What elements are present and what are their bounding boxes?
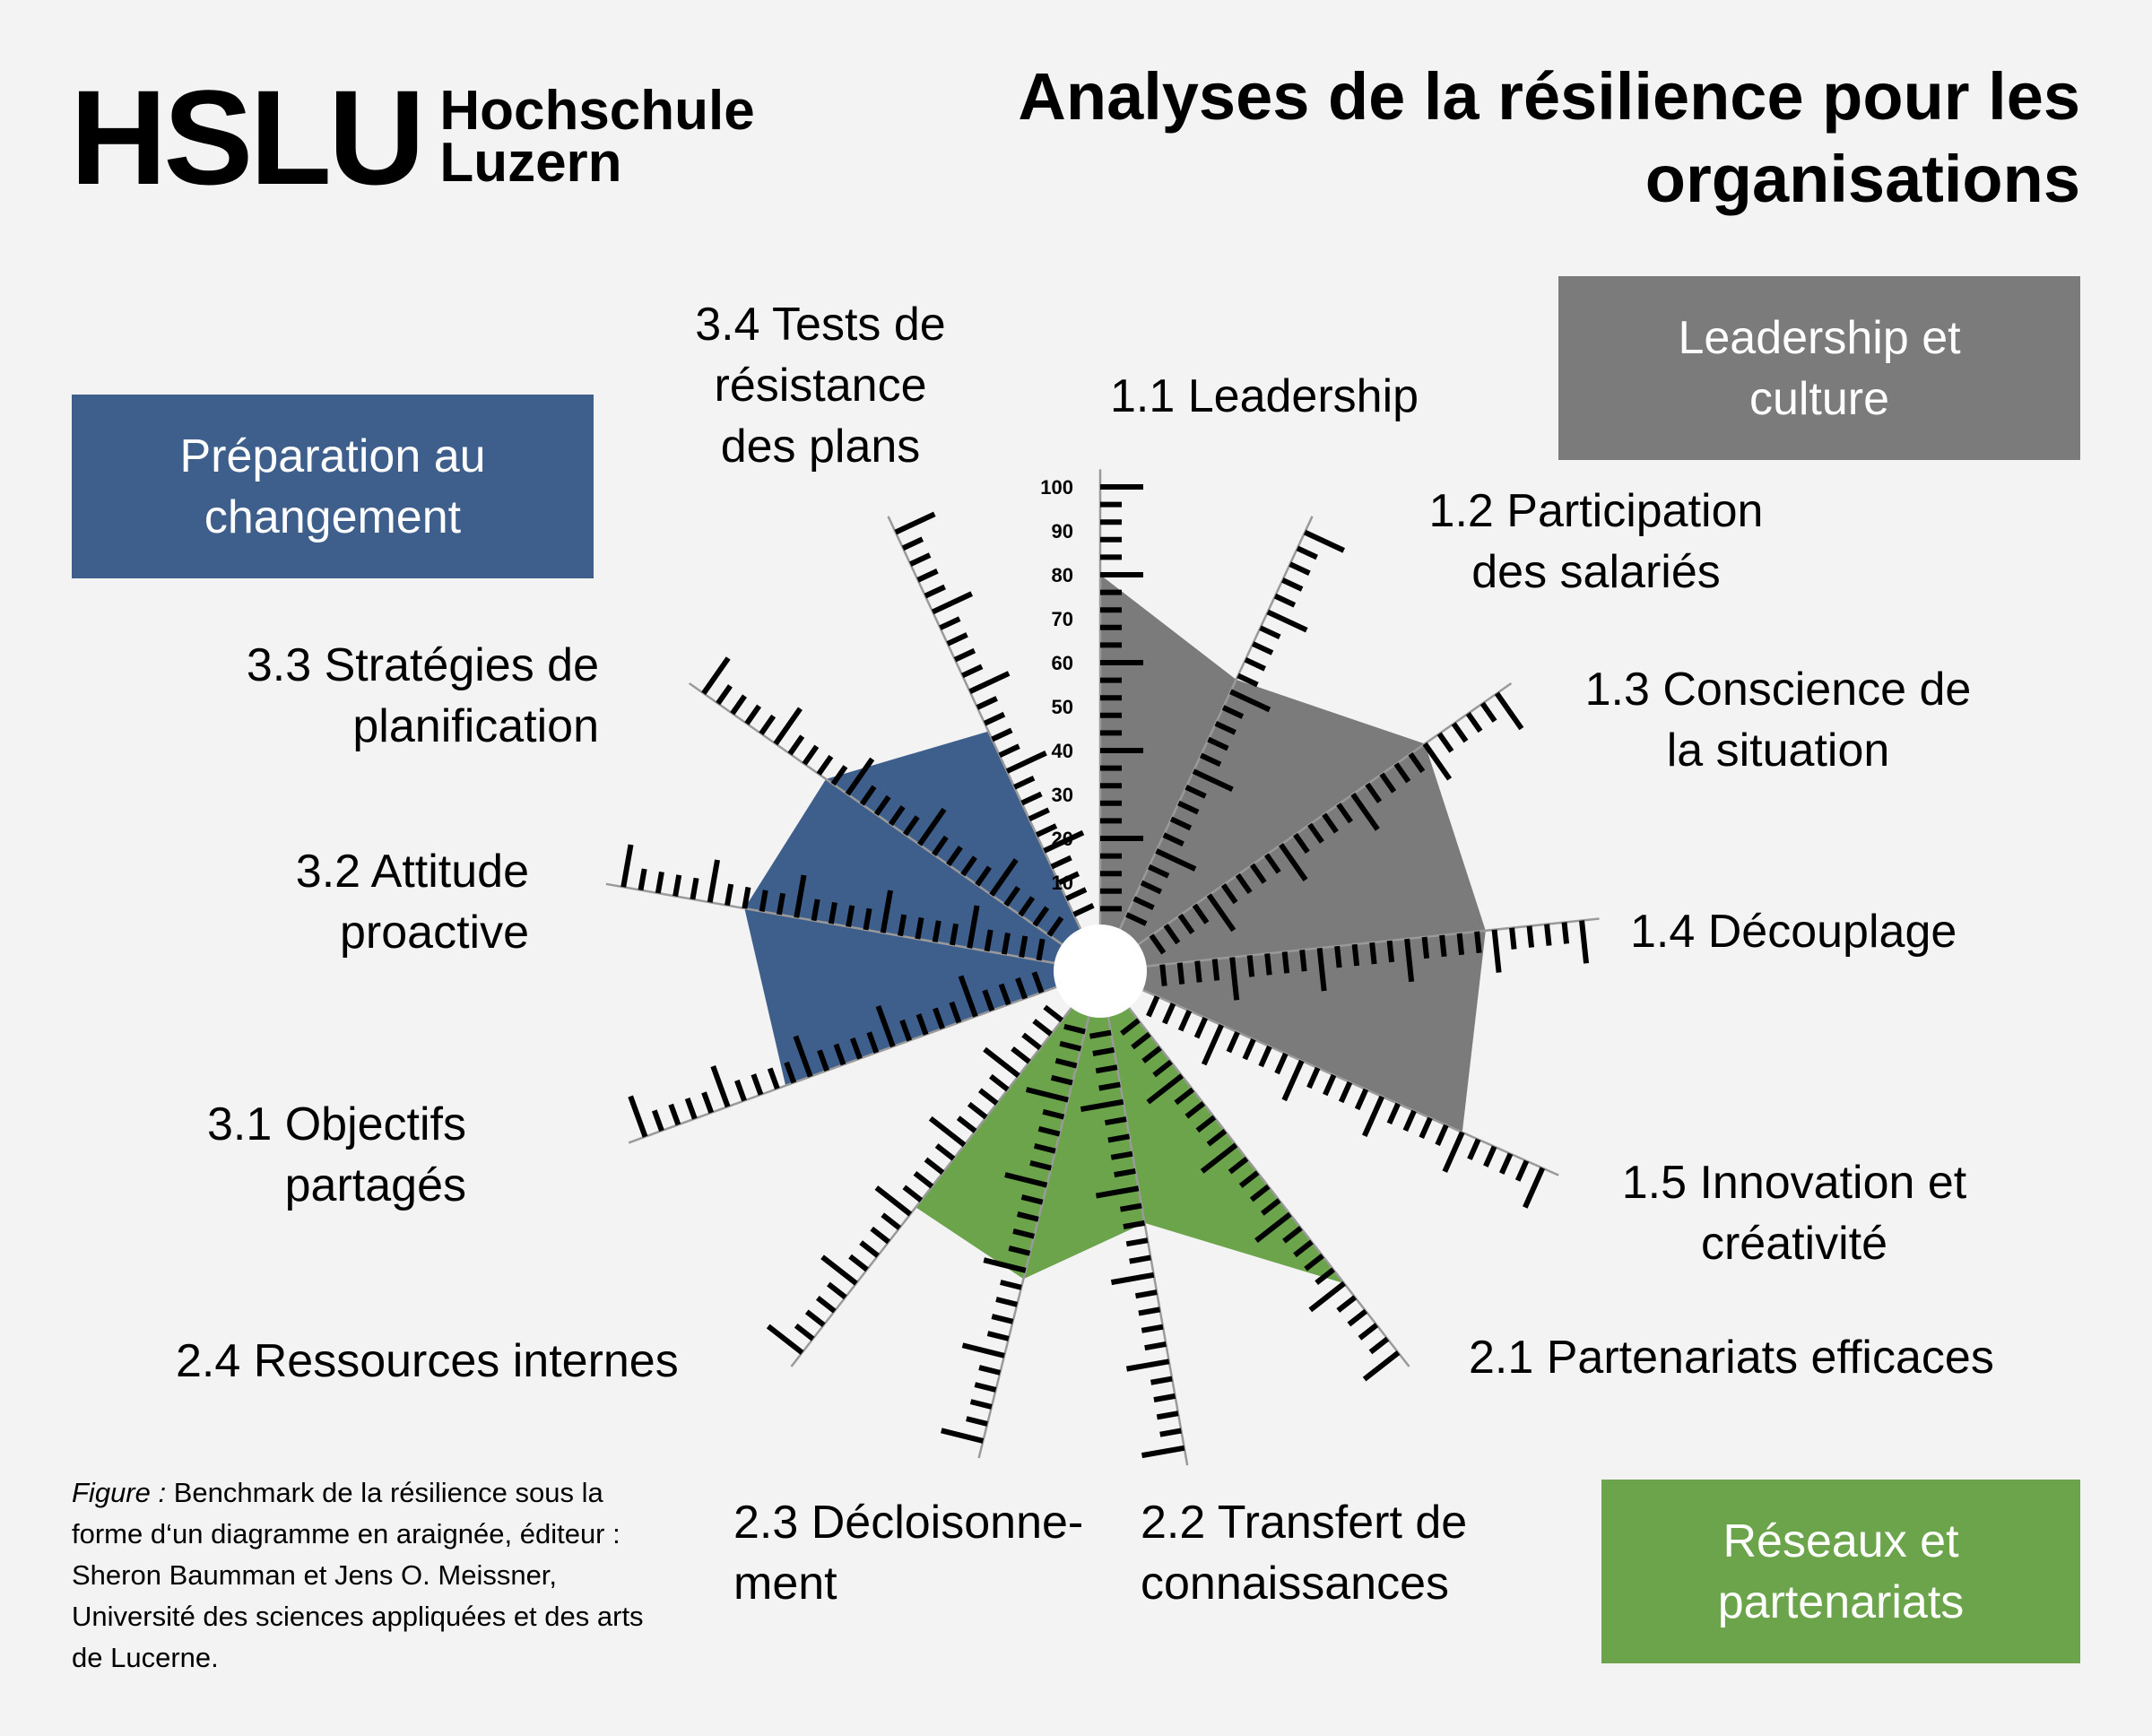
axis-tick	[991, 1076, 1008, 1089]
axis-tick	[1074, 906, 1094, 915]
axis-tick	[1445, 1133, 1462, 1172]
axis-tick	[1502, 1154, 1511, 1174]
axis-tick	[959, 1118, 976, 1132]
axis-tick	[1355, 944, 1358, 966]
axis-tick	[1126, 1240, 1148, 1244]
axis-tick	[1290, 564, 1310, 573]
axis-tick	[1261, 628, 1280, 637]
axis-tick	[1021, 936, 1025, 958]
axis-tick	[933, 594, 972, 612]
axis-tick	[1105, 1119, 1126, 1123]
axis-tick	[918, 571, 938, 580]
axis-tick	[747, 706, 759, 724]
axis-tick	[1477, 932, 1480, 953]
axis-tick	[1518, 1161, 1527, 1181]
axis-tick	[658, 872, 662, 893]
axis-tick	[688, 1098, 695, 1119]
axis-tick	[1124, 1223, 1145, 1227]
axis-tick	[1460, 933, 1462, 955]
axis-tick	[1215, 959, 1218, 981]
axis-tick	[1111, 1154, 1132, 1158]
axis-tick	[744, 887, 748, 908]
axis-tick	[940, 619, 959, 628]
axis-tick	[925, 587, 945, 596]
axis-tick	[630, 1097, 645, 1137]
axis-label-2: 1.2 Participation des salariés	[1428, 485, 1764, 598]
axis-tick	[1111, 1275, 1153, 1282]
axis-tick	[848, 906, 852, 927]
axis-tick	[1197, 961, 1200, 983]
axis-tick	[1495, 930, 1499, 973]
axis-tick	[1029, 810, 1049, 819]
axis-tick	[1253, 644, 1272, 653]
axis-label-5: 1.5 Innovation et créativité	[1621, 1157, 1967, 1270]
axis-tick	[804, 746, 817, 764]
axis-label-10: 3.1 Objectifs partagés	[206, 1098, 466, 1211]
axis-tick	[1486, 1147, 1495, 1167]
caption-prefix: Figure :	[72, 1477, 167, 1508]
axis-tick	[903, 539, 923, 548]
axis-label-7: 2.2 Transfert de connaissances	[1141, 1497, 1468, 1610]
axis-label-12: 3.3 Stratégies de planification	[246, 639, 599, 752]
axis-tick	[872, 1228, 889, 1242]
axis-tick	[962, 1345, 1004, 1356]
axis-tick	[987, 930, 991, 951]
axis-tick	[1425, 937, 1427, 959]
axis-tick	[704, 658, 729, 693]
axis-tick	[807, 1312, 824, 1325]
axis-tick	[1305, 533, 1344, 551]
axis-tick	[1565, 923, 1567, 944]
axis-tick	[655, 1110, 662, 1131]
axis-tick	[762, 890, 766, 912]
figure-caption	[72, 1472, 664, 1679]
axis-tick	[1468, 714, 1480, 732]
axis-tick	[1197, 1018, 1206, 1037]
axis-tick	[1358, 1089, 1367, 1109]
axis-label-6: 2.1 Partenariats efficaces	[1469, 1332, 1994, 1384]
axis-tick	[1151, 1379, 1173, 1383]
axis-tick	[992, 1316, 1012, 1322]
axis-tick	[882, 1215, 899, 1228]
axis-tick	[980, 1090, 997, 1104]
axis-label-11: 3.2 Attitude proactive	[295, 846, 529, 959]
axis-tick	[1365, 1353, 1399, 1380]
r-tick-label: 50	[1051, 696, 1073, 718]
axis-tick	[969, 1104, 986, 1117]
axis-tick	[1482, 704, 1495, 722]
axis-tick	[1470, 1140, 1479, 1159]
axis-tick	[876, 1188, 910, 1215]
axis-tick	[1389, 1104, 1398, 1124]
axis-label-1: 1.1 Leadership	[1110, 370, 1419, 422]
axis-tick	[1277, 1054, 1286, 1073]
category-label-leadership: Leadership et culture	[1678, 311, 1961, 425]
axis-tick	[1442, 935, 1445, 957]
r-tick-label: 10	[1051, 872, 1073, 894]
axis-tick	[1372, 942, 1375, 964]
axis-tick	[975, 1384, 995, 1390]
r-tick-label: 30	[1051, 784, 1073, 806]
r-tick-label: 80	[1051, 564, 1073, 586]
category-label-preparation: Préparation au changement	[179, 430, 486, 543]
axis-tick	[768, 1326, 803, 1353]
axis-tick	[962, 666, 982, 675]
axis-tick	[985, 715, 1004, 724]
axis-tick	[941, 1430, 984, 1441]
axis-tick	[865, 908, 869, 930]
axis-label-8: 2.3 Décloisonne-ment	[733, 1497, 1084, 1610]
axis-tick	[1126, 1361, 1168, 1368]
axis-tick	[1096, 1067, 1117, 1071]
axis-tick	[1022, 794, 1042, 803]
axis-label-4: 1.4 Découplage	[1630, 906, 1957, 958]
r-tick-label: 60	[1051, 652, 1073, 674]
axis-tick	[1180, 963, 1183, 985]
axis-tick	[1012, 1048, 1029, 1062]
axis-tick	[829, 1284, 846, 1298]
axis-tick	[1439, 733, 1452, 751]
axis-tick	[850, 1256, 867, 1270]
r-tick-label: 20	[1051, 828, 1073, 850]
axis-tick	[1120, 1206, 1141, 1210]
axis-tick	[1115, 1171, 1136, 1175]
axis-tick	[1453, 724, 1466, 742]
center-hole	[1054, 924, 1147, 1018]
axis-tick	[861, 1243, 878, 1256]
axis-tick	[675, 875, 679, 897]
axis-tick	[1108, 1136, 1130, 1140]
axis-tick	[1007, 753, 1046, 771]
axis-tick	[952, 924, 956, 945]
axis-tick	[770, 1069, 777, 1089]
axis-tick	[733, 696, 745, 714]
axis-tick	[915, 1173, 932, 1186]
axis-tick	[926, 1159, 943, 1173]
axis-tick	[992, 730, 1011, 739]
axis-tick	[1365, 1097, 1383, 1136]
axis-tick	[1139, 1309, 1160, 1313]
axis-tick	[937, 1146, 954, 1159]
page-title: Analyses de la résilience pour les organisations	[1018, 59, 2080, 216]
axis-tick	[713, 1066, 727, 1107]
axis-tick	[1093, 1050, 1115, 1054]
axis-tick	[710, 860, 717, 902]
axis-tick	[1004, 933, 1008, 954]
axis-tick	[1310, 1283, 1344, 1310]
axis-tick	[623, 845, 630, 887]
axis-tick	[1405, 1111, 1414, 1131]
axis-tick	[904, 1187, 921, 1201]
axis-tick	[1023, 1035, 1040, 1048]
axis-tick	[1437, 1125, 1446, 1145]
axis-label-3: 1.3 Conscience de la situation	[1584, 664, 1972, 777]
axis-tick	[1512, 928, 1514, 950]
axis-tick	[1582, 921, 1586, 964]
axis-label-13: 3.4 Tests de résistance des plans	[695, 299, 946, 473]
axis-tick	[1130, 1257, 1151, 1261]
r-tick-label: 70	[1051, 608, 1073, 630]
axis-tick	[727, 884, 731, 906]
axis-tick	[814, 899, 818, 921]
axis-tick	[1267, 953, 1270, 975]
axis-tick	[910, 555, 930, 564]
axis-tick	[917, 917, 921, 939]
axis-tick	[1245, 660, 1265, 669]
axis-tick	[1525, 1168, 1543, 1208]
axis-tick	[1181, 1011, 1190, 1030]
axis-tick	[1204, 1025, 1222, 1064]
axis-tick	[1282, 580, 1302, 589]
axis-tick	[988, 1333, 1009, 1339]
axis-tick	[1149, 996, 1158, 1016]
axis-tick	[1337, 946, 1340, 968]
logo-mark: HSLU	[70, 62, 422, 213]
axis-tick	[1145, 1344, 1167, 1348]
axis-tick	[1325, 1075, 1334, 1095]
axis-tick	[1045, 1007, 1062, 1020]
axis-tick	[1302, 950, 1305, 971]
axis-tick	[1228, 1032, 1237, 1052]
axis-tick	[1099, 1084, 1121, 1088]
axis-tick	[1038, 939, 1042, 960]
axis-tick	[1421, 1118, 1430, 1138]
axis-tick	[1136, 1292, 1158, 1296]
axis-tick	[704, 1092, 711, 1113]
axis-tick	[1141, 1448, 1184, 1455]
axis-tick	[985, 1049, 1019, 1076]
caption-text: Benchmark de la résilience sous la forme d‘un diagramme en araignée, éditeur : Sheron Baumman et Jens O. Meissner, Université des sciences appliquées et des arts de Lucerne.	[72, 1477, 644, 1673]
axis-tick	[1001, 1282, 1021, 1288]
axis-tick	[790, 736, 803, 754]
category-label-networks: Réseaux et partenariats	[1717, 1515, 1965, 1628]
axis-tick	[761, 716, 774, 734]
axis-tick	[967, 1419, 987, 1424]
axis-tick	[692, 878, 696, 899]
axis-tick	[737, 1081, 744, 1101]
axis-tick	[1285, 951, 1288, 973]
axis-tick	[776, 708, 801, 743]
axis-tick	[831, 902, 835, 924]
axis-tick	[1390, 941, 1393, 962]
axis-tick	[1000, 746, 1020, 755]
axis-tick	[1497, 693, 1522, 728]
axis-tick	[1359, 1325, 1376, 1339]
axis-tick	[1165, 1003, 1174, 1023]
axis-tick	[971, 1402, 992, 1407]
r-tick-label: 90	[1051, 520, 1073, 542]
axis-tick	[671, 1105, 678, 1125]
axis-tick	[818, 1298, 835, 1311]
axis-label-9: 2.4 Ressources internes	[176, 1335, 679, 1387]
axis-tick	[979, 1367, 1000, 1373]
axis-tick	[896, 514, 935, 532]
axis-tick	[1014, 778, 1034, 787]
axis-tick	[718, 686, 731, 704]
axis-tick	[1261, 1046, 1270, 1066]
axis-tick	[1309, 1068, 1318, 1088]
axis-tick	[1284, 1061, 1302, 1100]
axis-tick	[1530, 926, 1532, 948]
axis-tick	[1268, 612, 1307, 629]
axis-tick	[1052, 857, 1072, 866]
axis-tick	[900, 915, 904, 936]
axis-tick	[931, 1118, 965, 1145]
axis-tick	[955, 651, 975, 660]
axis-tick	[753, 1074, 760, 1095]
axis-tick	[1034, 1021, 1051, 1035]
axis-tick	[1275, 596, 1295, 605]
axis-tick	[1250, 955, 1253, 976]
r-tick-label: 100	[1040, 476, 1073, 499]
axis-tick	[1547, 924, 1549, 946]
axis-tick	[819, 757, 831, 775]
axis-tick	[1154, 1396, 1176, 1400]
logo-line-2: Luzern	[439, 132, 622, 194]
axis-tick	[970, 673, 1010, 691]
axis-tick	[935, 921, 939, 942]
axis-tick	[1157, 1413, 1178, 1417]
axis-tick	[641, 869, 645, 890]
axis-tick	[977, 699, 997, 707]
axis-tick	[1089, 1033, 1111, 1037]
axis-tick	[1297, 548, 1317, 557]
axis-tick	[796, 1325, 813, 1339]
axis-tick	[1141, 1327, 1163, 1331]
axis-tick	[822, 1257, 856, 1284]
axis-tick	[948, 635, 968, 644]
axis-tick	[1341, 1082, 1350, 1102]
axis-tick	[1349, 1311, 1366, 1324]
axis-tick	[1162, 965, 1165, 986]
logo-line-1: Hochschule	[439, 80, 755, 142]
axis-tick	[1245, 1039, 1254, 1059]
axis-tick	[779, 893, 783, 915]
axis-tick	[1160, 1430, 1182, 1434]
axis-tick	[1338, 1298, 1355, 1311]
r-tick-label: 40	[1051, 740, 1073, 762]
axis-tick	[1370, 1339, 1387, 1352]
axis-tick	[996, 1299, 1017, 1305]
